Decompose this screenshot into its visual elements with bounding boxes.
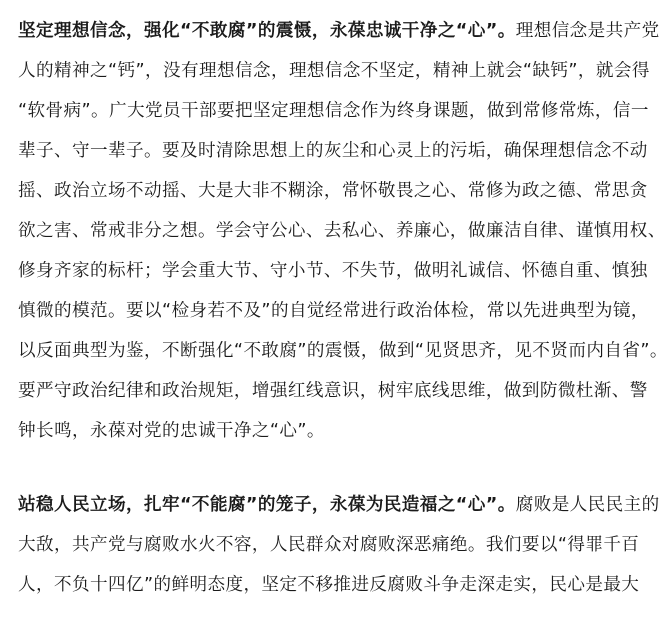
paragraph-2-heading: 站稳人民立场，扎牢“不能腐”的笼子，永葆为民造福之“心”。 xyxy=(18,495,516,515)
document-page xyxy=(18,11,668,605)
paragraph-1-line-8: 慎微的模范。要以“检身若不及”的自觉经常进行政治体检，常以先进典型为镜， xyxy=(18,301,649,321)
paragraph-2-text: 腐败是人民民主的 xyxy=(515,495,660,515)
paragraph-1-text: 理想信念是共产党 xyxy=(515,21,660,41)
paragraph-1-line-6: 欲之害、常戒非分之想。学会守公心、去私心、养廉心，做廉洁自律、谨慎用权、 xyxy=(18,221,666,241)
paragraph-1-line-5: 摇、政治立场不动摇、大是大非不糊涂，常怀敬畏之心、常修为政之德、常思贪 xyxy=(18,181,648,201)
paragraph-2-line-3: 人，不负十四亿”的鲜明态度，坚定不移推进反腐败斗争走深走实，民心是最大 xyxy=(18,575,640,595)
paragraph-1-line-7: 修身齐家的标杆；学会重大节、守小节、不失节，做明礼诚信、怀德自重、慎独 xyxy=(18,261,648,281)
paragraph-1-line-3: “软骨病”。广大党员干部要把坚定理想信念作为终身课题，做到常修常炼，信一 xyxy=(18,101,649,121)
paragraph-1-line-10: 要严守政治纪律和政治规矩，增强红线意识，树牢底线思维，做到防微杜渐、警 xyxy=(18,381,648,401)
paragraph-2-line-2: 大敌，共产党与腐败水火不容，人民群众对腐败深恶痛绝。我们要以“得罪千百 xyxy=(18,535,640,555)
paragraph-spacer xyxy=(18,451,626,485)
paragraph-1-heading: 坚定理想信念，强化“不敢腐”的震慑，永葆忠诚干净之“心”。 xyxy=(18,21,516,41)
paragraph-2-line-1 xyxy=(18,485,660,525)
paragraph-1-line-9: 以反面典型为鉴，不断强化“不敢腐”的震慑，做到“见贤思齐，见不贤而内自省”。 xyxy=(18,341,668,361)
paragraph-1-line-11: 钟长鸣，永葆对党的忠诚干净之“心”。 xyxy=(18,421,325,441)
paragraph-1-line-4: 辈子、守一辈子。要及时清除思想上的灰尘和心灵上的污垢，确保理想信念不动 xyxy=(18,141,648,161)
paragraph-1-line-2: 人的精神之“钙”，没有理想信念，理想信念不坚定，精神上就会“缺钙”，就会得 xyxy=(18,61,650,81)
paragraph-1-line-1 xyxy=(18,11,660,51)
